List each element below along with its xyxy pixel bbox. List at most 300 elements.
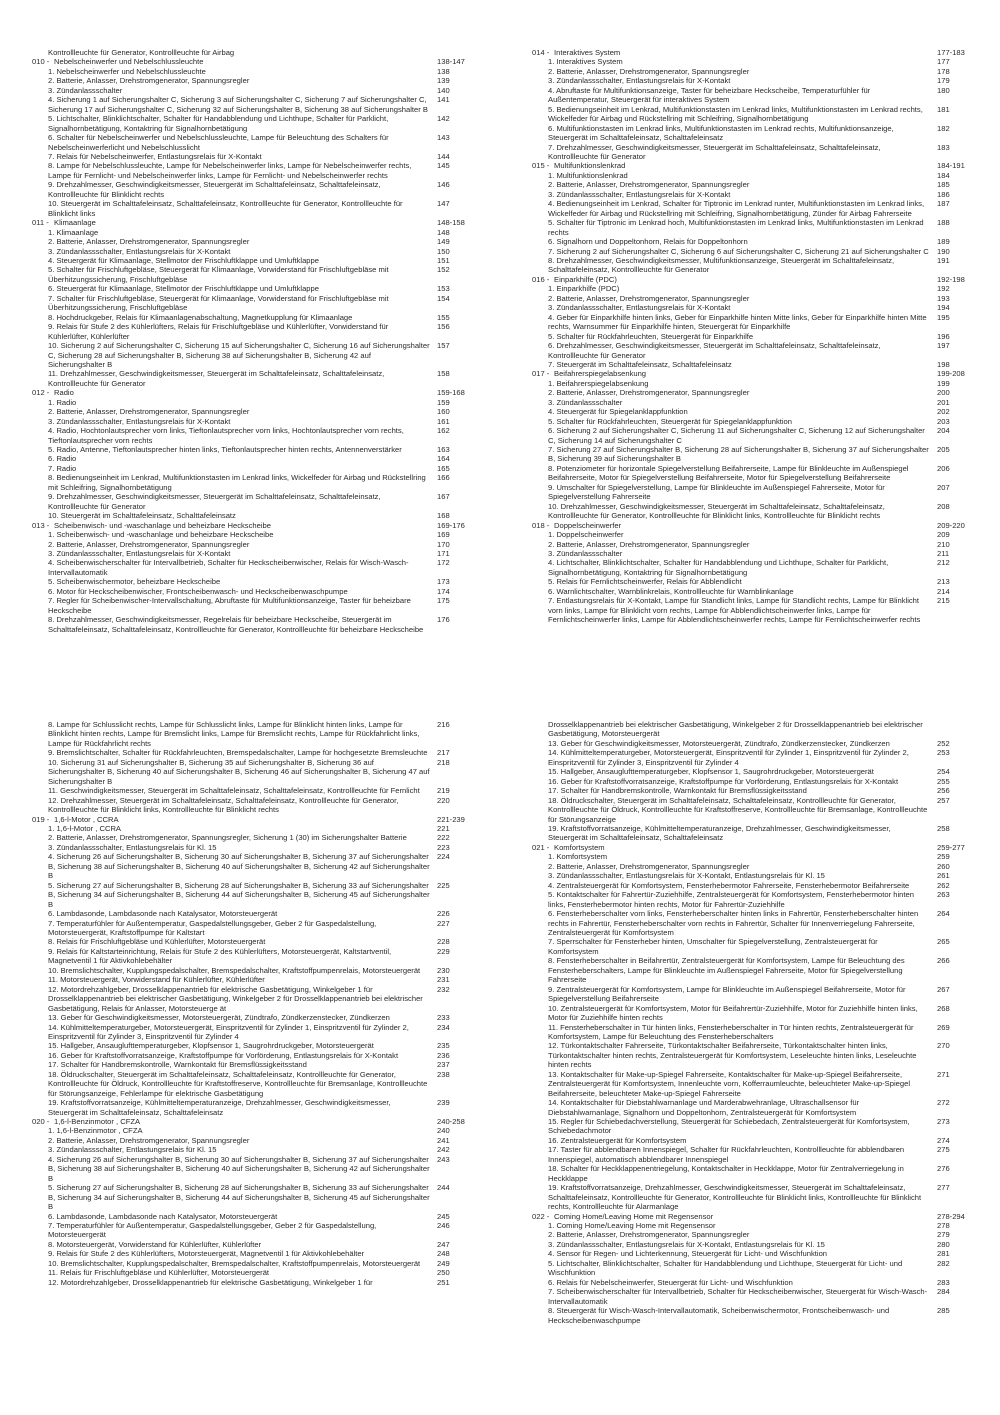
page-number: 235 (437, 1041, 450, 1051)
page-number: 229 (437, 946, 450, 956)
toc-entry (32, 909, 502, 918)
page-number: 203 (937, 416, 950, 426)
page-number: 265 (937, 937, 950, 947)
toc-entry-title: 7. Regler für Scheibenwischer-Intervallschaltung, Abruftaste für Multifunktionsanzeige, Taster für beheizbare Heckscheibe (48, 596, 411, 615)
toc-entry (532, 67, 1000, 76)
page-number: 209-220 (937, 520, 965, 530)
toc-entry-title: 7. Relais für Nebelscheinwerfer, Entlastungsrelais für X-Kontakt (48, 151, 262, 161)
toc-entry-title: 5. Sicherung 27 auf Sicherungshalter B, Sicherung 28 auf Sicherungshalter B, Sicherung 33 auf Sicherungshalter B, Sicherung 34 auf Sicherungshalter B, Sicherung 44 auf Sicherungshalter B, Sicherung 45 auf Sicherungshalter B (48, 880, 430, 909)
page-number: 164 (437, 454, 450, 464)
toc-entry (32, 464, 502, 473)
toc-entry-title: 5. Schalter für Rückfahrleuchten, Steuergerät für Spiegelanklappfunktion (548, 416, 792, 426)
toc-entry (32, 454, 502, 463)
page-number: 228 (437, 937, 450, 947)
toc-entry-title: 8. Potenziometer für horizontale Spiegelverstellung Beifahrerseite, Lampe für Blinkleuchte im Außenspiegel Beifahrerseite, Motor für Spiegelverstellung Beifahrerseite, Motor für Spiegelverstellung Beifahrerseite (548, 463, 909, 483)
page-number: 172 (437, 558, 450, 568)
page-number: 204 (937, 426, 950, 436)
toc-entry-title: 1. Einparkhilfe (PDC) (548, 284, 620, 294)
toc-entry-title: 15. Hallgeber, Ansauglufttemperaturgeber, Klopfsensor 1, Saugrohrdruckgeber, Motorsteuergerät (548, 767, 874, 777)
toc-entry (32, 322, 502, 341)
page-number: 160 (437, 407, 450, 417)
toc-entry (32, 530, 502, 539)
toc-entry-title: 4. Sicherung 1 auf Sicherungshalter C, Sicherung 3 auf Sicherungshalter C, Sicherung 7 auf Sicherungshalter C, Sicherung 17 auf Sicherungshalter C, Sicherung 32 auf Sicherungshalter B, Sicherung 38 auf Sicherungshalter B (48, 95, 428, 114)
toc-entry (32, 748, 502, 757)
toc-entry-title: 10. Bremslichtschalter, Kupplungspedalschalter, Bremspedalschalter, Kraftstoffpumpenrelais, Motorsteuergerät (48, 1258, 421, 1268)
toc-entry-title: 8. Motorsteuergerät, Vorwiderstand für Kühlerlüfter, Kühlerlüfter (48, 1239, 262, 1249)
page-number: 258 (937, 823, 950, 833)
toc-entry (32, 133, 502, 152)
toc-section-heading (532, 843, 1000, 852)
page-number: 245 (437, 1211, 450, 1221)
toc-entry-title: 6. Lambdasonde, Lambdasonde nach Katalysator, Motorsteuergerät (48, 909, 278, 919)
toc-entry (532, 76, 1000, 85)
toc-page-top (0, 0, 1000, 672)
toc-section-heading (532, 369, 1000, 378)
section-title: 1,6-l-Benzinmotor , CFZA (54, 1117, 141, 1127)
toc-entry-title: 6. Radio (48, 454, 77, 464)
page-number: 221 (437, 823, 450, 833)
toc-entry-title: 10. Sicherung 31 auf Sicherungshalter B, Sicherung 35 auf Sicherungshalter B, Sicherung 36 auf Sicherungshalter B, Sicherung 40 auf Sicherungshalter B, Sicherung 46 auf Sicherungshalter B, Sicherung 47 auf Sicherungshalter B (48, 757, 430, 786)
toc-entry (32, 881, 502, 909)
toc-entry-title: 3. Zündanlassschalter, Entlastungsrelais für X-Kontakt (48, 549, 231, 559)
toc-entry-title: 2. Batterie, Anlasser, Drehstromgenerator, Spannungsregler, Sicherung 1 (30) im Sicherungshalter Batterie (48, 833, 407, 843)
toc-entry (532, 1259, 1000, 1278)
toc-entry-title: 7. Temperaturfühler für Außentemperatur, Gaspedalstellungsgeber, Geber 2 für Gaspedalstellung, Motorsteuergerät (48, 1221, 377, 1240)
toc-entry-title (32, 57, 502, 66)
page-number: 148-158 (437, 218, 465, 228)
page-number: 190 (937, 246, 950, 256)
page-number: 257 (937, 795, 950, 805)
toc-entry-title: 4. Sicherung 26 auf Sicherungshalter B, Sicherung 30 auf Sicherungshalter B, Sicherung 37 auf Sicherungshalter B, Sicherung 38 auf Sicherungshalter B, Sicherung 40 auf Sicherungshalter B, Sicherung 42 auf Sicherungshalter B (48, 1154, 430, 1183)
toc-entry (532, 1070, 1000, 1098)
toc-entry-title: 3. Zündanlassschalter, Entlastungsrelais für X-Kontakt (48, 416, 231, 426)
toc-entry (32, 1278, 502, 1287)
page-number: 193 (937, 293, 950, 303)
toc-entry (32, 1126, 502, 1135)
page-number: 142 (437, 114, 450, 124)
toc-entry (532, 540, 1000, 549)
page-number: 220 (437, 795, 450, 805)
toc-entry-title (532, 48, 1000, 57)
page-number: 184 (937, 170, 950, 180)
section-title: Scheibenwisch- und -waschanlage und beheizbare Heckscheibe (54, 520, 271, 530)
section-number: 019 - (32, 814, 50, 824)
page-number: 184-191 (937, 161, 965, 171)
toc-entry-title: 2. Batterie, Anlasser, Drehstromgenerator, Spannungsregler (548, 861, 750, 871)
toc-entry-title: 5. Kontaktschalter für Fahrertür-Zuziehhilfe, Zentralsteuergerät für Komfortsystem, Fensterhebermotor hinten links, Fensterhebermotor hinten rechts, Motor für Fahrertür-Zuziehhilfe (548, 890, 914, 909)
page-number: 274 (937, 1135, 950, 1145)
toc-entry-title: 8. Drehzahlmesser, Geschwindigkeitsmesser, Regelrelais für beheizbare Heckscheibe, Steuergerät im Schalttafeleinsatz, Schalttafeleinsatz, Kontrollleuchte für Generator, Kontrollleuchte für beheizbare Heckscheibe (48, 615, 424, 634)
page-number: 244 (437, 1183, 450, 1193)
toc-entry (32, 852, 502, 880)
page-number: 219 (437, 786, 450, 796)
toc-entry (532, 483, 1000, 502)
toc-entry-title: 1. 1,6-l-Motor , CCRA (48, 823, 122, 833)
page-number: 143 (437, 133, 450, 143)
page-number: 231 (437, 975, 450, 985)
toc-section-heading (32, 521, 502, 530)
toc-entry (532, 577, 1000, 586)
toc-entry (32, 511, 502, 520)
toc-entry (32, 247, 502, 256)
toc-entry (32, 265, 502, 284)
toc-entry (32, 228, 502, 237)
page-number: 141 (437, 95, 450, 105)
page-number: 276 (937, 1164, 950, 1174)
toc-entry (532, 341, 1000, 360)
toc-entry-title: 4. Sicherung 26 auf Sicherungshalter B, Sicherung 30 auf Sicherungshalter B, Sicherung 37 auf Sicherungshalter B, Sicherung 38 auf Sicherungshalter B, Sicherung 40 auf Sicherungshalter B, Sicherung 42 auf Sicherungshalter B (48, 852, 430, 881)
toc-entry (532, 1117, 1000, 1136)
toc-entry (32, 1212, 502, 1221)
toc-entry-title: 1. Doppelscheinwerfer (548, 530, 624, 540)
page-number: 255 (937, 776, 950, 786)
toc-entry-title: 1. Coming Home/Leaving Home mit Regensensor (548, 1221, 716, 1231)
toc-entry-title: 7. Sperrschalter für Fensterheber hinten, Umschalter für Spiegelverstellung, Zentralsteuergerät für Komfortsystem (548, 937, 878, 956)
toc-entry-title: 6. Sicherung 2 auf Sicherungshalter C, Sicherung 11 auf Sicherungshalter C, Sicherung 12 auf Sicherungshalter C, Sicherung 14 auf Sicherungshalter C (548, 426, 925, 445)
toc-entry-title (32, 218, 502, 227)
toc-entry (32, 256, 502, 265)
toc-entry-title: 5. Sicherung 27 auf Sicherungshalter B, Sicherung 28 auf Sicherungshalter B, Sicherung 33 auf Sicherungshalter B, Sicherung 34 auf Sicherungshalter B, Sicherung 44 auf Sicherungshalter B, Sicherung 45 auf Sicherungshalter B (48, 1183, 430, 1212)
page-number: 256 (937, 786, 950, 796)
toc-entry (32, 1145, 502, 1154)
toc-entry-title (532, 1212, 1000, 1221)
toc-entry (532, 530, 1000, 539)
toc-entry-title: 6. Signalhorn und Doppeltonhorn, Relais für Doppeltonhorn (548, 237, 748, 247)
toc-entry (532, 57, 1000, 66)
page-number: 192 (937, 284, 950, 294)
page-number: 249 (437, 1258, 450, 1268)
toc-entry-title: 4. Radio, Hochtonlautsprecher vorn links, Tieftonlautsprecher vorn links, Hochtonlautsprecher vorn rechts, Tieftonlautsprecher vorn rechts (48, 426, 404, 445)
page-number: 283 (937, 1277, 950, 1287)
toc-entry (532, 407, 1000, 416)
toc-entry (532, 1041, 1000, 1069)
toc-entry-title: 15. Regler für Schiebedachverstellung, Steuergerät für Schiebedach, Zentralsteuergerät für Komfortsystem, Schiebedachmotor (548, 1117, 910, 1136)
toc-entry-title (32, 815, 502, 824)
toc-entry-title: 13. Geber für Geschwindigkeitsmesser, Motorsteuergerät, Zündtrafo, Zündkerzenstecker, Zündkerzen (548, 738, 890, 748)
page-number: 192-198 (937, 274, 965, 284)
toc-entry-title (532, 521, 1000, 530)
toc-entry-title: 8. Relais für Frischluftgebläse und Kühlerlüfter, Motorsteuergerät (48, 937, 266, 947)
toc-entry (32, 947, 502, 966)
page-number: 227 (437, 918, 450, 928)
page-number: 226 (437, 909, 450, 919)
page-number: 241 (437, 1135, 450, 1145)
page-number: 253 (937, 748, 950, 758)
page-number: 171 (437, 549, 450, 559)
toc-entry (532, 1278, 1000, 1287)
toc-entry-title: 3. Zündanlassschalter, Entlastungsrelais für Kl. 15 (48, 842, 217, 852)
page-number: 166 (437, 473, 450, 483)
section-number: 011 - (32, 218, 49, 228)
section-title: Klimaanlage (54, 218, 96, 228)
page-number: 149 (437, 237, 450, 247)
toc-entry (32, 1051, 502, 1060)
page-number: 146 (437, 180, 450, 190)
toc-entry-title (32, 388, 502, 397)
toc-entry-title: 7. Radio (48, 463, 77, 473)
page-number: 277 (937, 1183, 950, 1193)
toc-entry-title: 3. Zündanlassschalter, Entlastungsrelais für X-Kontakt (548, 76, 731, 86)
toc-entry-title: 16. Zentralsteuergerät für Komfortsystem (548, 1135, 687, 1145)
toc-entry (532, 294, 1000, 303)
toc-entry-title: 7. Scheibenwischerschalter für Intervallbetrieb, Schalter für Heckscheibenwischer, Steuergerät für Wisch-Wasch-Intervallautomatik (548, 1287, 928, 1306)
page-number: 167 (437, 492, 450, 502)
toc-entry (32, 67, 502, 76)
toc-entry (532, 796, 1000, 824)
toc-entry (32, 1060, 502, 1069)
toc-entry-title: 8. Bedienungseinheit im Lenkrad, Multifunktionstasten im Lenkrad links, Wickelfeder für Airbag und Rückstellring mit Schleifring, Signalhornbetätigung (48, 473, 426, 492)
toc-entry (532, 1306, 1000, 1325)
toc-entry (532, 190, 1000, 199)
toc-entry-title: 17. Taster für abblendbaren Innenspiegel, Schalter für Rückfahrleuchten, Kontrollleuchte für abblendbaren Innenspiegel, automatisch abblendbarer Innenspiegel (548, 1145, 905, 1164)
page-number: 156 (437, 322, 450, 332)
toc-section-heading (532, 1212, 1000, 1221)
toc-entry-title: 8. Steuergerät für Wisch-Wasch-Intervallautomatik, Scheibenwischermotor, Frontscheibenwasch- und Heckscheibenwaschpumpe (548, 1306, 890, 1325)
toc-entry (32, 1221, 502, 1240)
toc-entry-title: 2. Batterie, Anlasser, Drehstromgenerator, Spannungsregler (48, 1135, 250, 1145)
toc-entry-title: 12. Türkontaktschalter Fahrerseite, Türkontaktschalter Beifahrerseite, Türkontaktschalter hinten links, Türkontaktschalter hinten rechts, Zentralsteuergerät für Komfortsystem, Leseleuchte hinten links, Leseleuchte hinten rechts (548, 1041, 917, 1070)
toc-entry (532, 1287, 1000, 1306)
toc-entry-title: 5. Radio, Antenne, Tieftonlautsprecher hinten links, Tieftonlautsprecher hinten rechts, Antennenverstärker (48, 445, 402, 455)
toc-entry-title: 2. Batterie, Anlasser, Drehstromgenerator, Spannungsregler (48, 539, 250, 549)
toc-entry-title: 2. Batterie, Anlasser, Drehstromgenerator, Spannungsregler (48, 407, 250, 417)
page-number: 158 (437, 369, 450, 379)
toc-section-heading (532, 275, 1000, 284)
toc-entry (532, 1230, 1000, 1239)
toc-entry-title: 9. Relais für Kaltstarteinrichtung, Relais für Stufe 2 des Kühlerlüfters, Motorsteuergerät, Kaltstartventil, Magnetventil 1 für Aktivkohlebehälter (48, 946, 392, 966)
toc-entry (32, 294, 502, 313)
toc-entry-title: 6. Fensterheberschalter vorn links, Fensterheberschalter hinten links in Fahrertür, Fensterheberschalter hinten rechts in Fahrertür, Fensterheberschalter vorn rechts in Fahrertür, Schalter für Innenverriegelung Fahrerseite, Zentralsteuergerät für Komfortsystem (548, 909, 919, 937)
toc-entry-title: 2. Batterie, Anlasser, Drehstromgenerator, Spannungsregler (548, 293, 750, 303)
toc-entry-title: 7. Sicherung 2 auf Sicherungshalter C, Sicherung 6 auf Sicherungshalter C, Sicherung 21 auf Sicherungshalter C (548, 246, 929, 256)
toc-entry-title: 9. Relais für Stufe 2 des Kühlerlüfters, Relais für Frischluftgebläse und Kühlerlüfter, Vorwiderstand für Kühlerlüfter, Kühlerlüfter (48, 322, 389, 341)
page-number: 196 (937, 331, 950, 341)
toc-entry (32, 843, 502, 852)
page-number: 148 (437, 227, 450, 237)
toc-entry-title: 5. Schalter für Tiptronic im Lenkrad hoch, Multifunktionstasten im Lenkrad links, Multifunktionstasten im Lenkrad rechts (548, 218, 924, 237)
toc-entry-title: 18. Öldruckschalter, Steuergerät im Schalttafeleinsatz, Schalttafeleinsatz, Kontrollleuchte für Generator, Kontrollleuchte für Öldruck, Kontrollleuchte für Kraftstoffreserve, Kontrollleuchte für Bremsanlage, Kontrollleuchte für Störungsanzeige (548, 795, 928, 824)
page-number: 176 (437, 615, 450, 625)
page-number: 199 (937, 378, 950, 388)
toc-entry (532, 1023, 1000, 1042)
toc-entry-title: 9. Relais für Stufe 2 des Kühlerlüfters, Motorsteuergerät, Magnetventil 1 für Aktivkohlebehälter (48, 1249, 365, 1259)
toc-entry-title: 15. Hallgeber, Ansauglufttemperaturgeber, Klopfsensor 1, Saugrohrdruckgeber, Motorsteuergerät (48, 1041, 374, 1051)
section-title: Nebelscheinwerfer und Nebelschlussleuchte (54, 57, 204, 67)
toc-entry (532, 1240, 1000, 1249)
toc-entry (532, 86, 1000, 105)
toc-entry-title: 16. Geber für Kraftstoffvorratsanzeige, Kraftstoffpumpe für Vorförderung, Entlastungsrelais für X-Kontakt (48, 1050, 399, 1060)
section-title: Coming Home/Leaving Home mit Regensensor (554, 1211, 714, 1221)
toc-entry (32, 161, 502, 180)
page-number: 266 (937, 956, 950, 966)
toc-entry (532, 881, 1000, 890)
section-title: Komfortsystem (554, 842, 605, 852)
page-number: 217 (437, 748, 450, 758)
toc-entry-title: 3. Zündanlassschalter, Entlastungsrelais für X-Kontakt (48, 246, 231, 256)
toc-entry-title: 13. Kontaktschalter für Make-up-Spiegel Fahrerseite, Kontaktschalter für Make-up-Spiegel Beifahrerseite, Zentralsteuergerät für Komfortsystem, Innenleuchte vorn, Kofferraumleuchte, beleuchteter Make-up-Spiegel Beifahrerseite, beleuchteter Make-up-Spiegel Fahrerseite (548, 1069, 911, 1098)
page-number: 159 (437, 397, 450, 407)
page-number: 247 (437, 1239, 450, 1249)
toc-entry-title: 12. Motordrehzahlgeber, Drosselklappenantrieb für elektrische Gasbetätigung, Winkelgeber 1 für Drosselklappenantrieb bei elektrischer Gasbetätigung, Winkelgeber 2 für Drosselklappenantrieb bei elektrischer Gasbetätigung, Relais für Anlasser, Motorsteuerge ät (48, 984, 423, 1013)
toc-entry (32, 199, 502, 218)
page-number: 271 (937, 1069, 950, 1079)
toc-entry (532, 1183, 1000, 1211)
toc-entry (532, 105, 1000, 124)
page-number: 189 (937, 237, 950, 247)
page-number: 139 (437, 76, 450, 86)
toc-entry (532, 1004, 1000, 1023)
toc-entry-title: 6. Multifunktionstasten im Lenkrad links, Multifunktionstasten im Lenkrad rechts, Multifunktionsanzeige, Steuergerät im Schalttafeleinsatz, Schalttafeleinsatz (548, 123, 894, 143)
page-number: 250 (437, 1268, 450, 1278)
page-number: 182 (937, 123, 950, 133)
toc-entry-title: 5. Relais für Fernlichtscheinwerfer, Relais für Abblendlicht (548, 577, 742, 587)
toc-entry-title: 12. Motordrehzahlgeber, Drosselklappenantrieb für elektrische Gasbetätigung, Winkelgeber 1 für (48, 1277, 373, 1287)
page-number: 212 (937, 558, 950, 568)
toc-entry (532, 180, 1000, 189)
page-number: 199-208 (937, 369, 965, 379)
toc-entry (532, 502, 1000, 521)
toc-entry-title: Drosselklappenantrieb bei elektrischer Gasbetätigung, Winkelgeber 2 für Drosselklappenantrieb bei elektrischer Gasbetätigung, Motorsteuergerät (548, 720, 923, 739)
page-number: 278-294 (937, 1211, 965, 1221)
toc-entry-title: 8. Fensterheberschalter in Beifahrertür, Zentralsteuergerät für Komfortsystem, Lampe für Beleuchtung des Fensterheberschalters, Lampe für Blinkleuchte im Außenspiegel Fahrerseite, Motor für Spiegelverstellung Fahrerseite (548, 956, 905, 985)
section-number: 018 - (532, 520, 550, 530)
page-number: 254 (937, 767, 950, 777)
toc-entry-title: 8. Lampe für Schlusslicht rechts, Lampe für Schlusslicht links, Lampe für Blinklicht hinten links, Lampe für Blinklicht hinten rechts, Lampe für Bremslicht links, Lampe für Bremslicht rechts, Lampe für Rückfahrlicht links, Lampe für Rückfahrlicht rechts (48, 720, 420, 748)
section-title: Doppelscheinwerfer (554, 520, 622, 530)
page-number: 216 (437, 720, 450, 729)
section-title: Interaktives System (554, 48, 621, 57)
page-number: 157 (437, 341, 450, 351)
toc-entry-title: 1. Klimaanlage (48, 227, 99, 237)
toc-entry-title: 3. Zündanlassschalter, Entlastungsrelais für X-Kontakt (548, 303, 731, 313)
toc-entry (532, 388, 1000, 397)
section-title: Multifunktionslenkrad (554, 161, 626, 171)
page-number: 154 (437, 293, 450, 303)
section-number: 016 - (532, 274, 550, 284)
toc-entry-title: 17. Schalter für Handbremskontrolle, Warnkontakt für Bremsflüssigkeitsstand (48, 1060, 307, 1070)
toc-entry (532, 587, 1000, 596)
toc-entry-title: 1. Scheibenwisch- und -waschanlage und beheizbare Heckscheibe (48, 530, 274, 540)
toc-entry-title: 3. Zündanlassschalter, Entlastungsrelais für X-Kontakt (548, 189, 731, 199)
toc-entry (532, 558, 1000, 577)
toc-entry-title: 5. Bedienungseinheit im Lenkrad, Multifunktionstasten im Lenkrad links, Multifunktionstasten im Lenkrad rechts, Wickelfeder für Airbag und Rückstellring mit Schleifring, Signalhornbetätigung (548, 104, 923, 124)
toc-entry-title: 4. Scheibenwischerschalter für Intervallbetrieb, Schalter für Heckscheibenwischer, Relais für Wisch-Wasch-Intervallautomatik (48, 558, 409, 577)
section-number: 020 - (32, 1117, 50, 1127)
page-number: 243 (437, 1154, 450, 1164)
page-number: 195 (937, 312, 950, 322)
toc-entry (32, 587, 502, 596)
page-number: 281 (937, 1249, 950, 1259)
toc-entry (532, 1136, 1000, 1145)
page-number: 260 (937, 861, 950, 871)
toc-entry-title: 7. Sicherung 27 auf Sicherungshalter B, Sicherung 28 auf Sicherungshalter B, Sicherung 37 auf Sicherungshalter B, Sicherung 39 auf Sicherungshalter B (548, 445, 929, 464)
toc-entry-title: 11. Motorsteuergerät, Vorwiderstand für Kühlerlüfter, Kühlerlüfter (48, 975, 265, 985)
toc-entry (32, 1268, 502, 1277)
toc-entry (32, 919, 502, 938)
page-number: 197 (937, 341, 950, 351)
page-number: 237 (437, 1060, 450, 1070)
page-number: 175 (437, 596, 450, 606)
toc-entry (532, 303, 1000, 312)
toc-entry (32, 966, 502, 975)
toc-entry (32, 824, 502, 833)
toc-entry-title: 10. Bremslichtschalter, Kupplungspedalschalter, Bremspedalschalter, Kraftstoffpumpenrelais, Motorsteuergerät (48, 965, 421, 975)
toc-entry (32, 445, 502, 454)
page-number: 218 (437, 757, 450, 767)
toc-entry (532, 1164, 1000, 1183)
toc-section-heading (532, 521, 1000, 530)
toc-entry-title: 8. Hochdruckgeber, Relais für Klimaanlagenabschaltung, Magnetkupplung für Klimaanlage (48, 312, 353, 322)
section-number: 021 - (532, 842, 550, 852)
toc-entry (32, 558, 502, 577)
page-number: 188 (937, 218, 950, 228)
toc-entry (532, 398, 1000, 407)
page-number: 267 (937, 984, 950, 994)
toc-entry-title: 5. Schalter für Rückfahrleuchten, Steuergerät für Einparkhilfe (548, 331, 754, 341)
toc-section-heading (32, 388, 502, 397)
page-number: 224 (437, 852, 450, 862)
toc-entry (32, 1070, 502, 1098)
toc-entry (32, 833, 502, 842)
toc-entry-title: 4. Geber für Einparkhilfe hinten links, Geber für Einparkhilfe hinten Mitte links, Geber für Einparkhilfe hinten Mitte rechts, Warnsummer für Einparkhilfe hinten, Steuergerät für Einparkhilfe (548, 312, 927, 332)
page-number: 275 (937, 1145, 950, 1155)
toc-entry (32, 114, 502, 133)
page-number: 215 (937, 596, 950, 606)
toc-entry-title: 7. Entlastungsrelais für X-Kontakt, Lampe für Standlicht links, Lampe für Standlicht rechts, Lampe für Blinklicht vorn links, Lampe für Blinklicht vorn rechts, Lampe für Abblendlichtscheinwerfer links, Lampe für Fernlichtscheinwerfer links, Lampe für Abblendlichtscheinwerfer rechts, Lampe für Fernlichtscheinwerfer rechts (548, 596, 921, 625)
page-number: 194 (937, 303, 950, 313)
page-number: 178 (937, 66, 950, 76)
toc-entry (532, 1145, 1000, 1164)
page-number: 191 (937, 255, 950, 265)
toc-entry-title: 3. Zündanlassschalter (548, 549, 623, 559)
page-number: 242 (437, 1145, 450, 1155)
page-number: 185 (937, 180, 950, 190)
toc-entry-title: 10. Zentralsteuergerät für Komfortsystem, Motor für Beifahrertür-Zuziehhilfe, Motor für Zuziehhilfe hinten links, Motor für Zuziehhilfe hinten rechts (548, 1003, 918, 1023)
toc-entry-title: 14. Kühlmitteltemperaturgeber, Motorsteuergerät, Einspritzventil für Zylinder 1, Einspritzventil für Zylinder 2, Einspritzventil für Zylinder 3, Einspritzventil für Zylinder 4 (548, 748, 909, 767)
page-number: 248 (437, 1249, 450, 1259)
page-number: 211 (937, 549, 950, 559)
toc-entry-title: 6. Warnlichtschalter, Warnblinkrelais, Kontrollleuchte für Warnblinkanlage (548, 586, 794, 596)
toc-entry (32, 398, 502, 407)
toc-entry (32, 786, 502, 795)
toc-entry (532, 379, 1000, 388)
page-number: 151 (437, 255, 450, 265)
toc-entry (532, 332, 1000, 341)
page-number: 174 (437, 586, 450, 596)
toc-entry-title: 9. Zentralsteuergerät für Komfortsystem, Lampe für Blinkleuchte im Außenspiegel Beifahrerseite, Motor für Spiegelverstellung Beifahrerseite (548, 984, 906, 1004)
page-number: 147 (437, 199, 450, 209)
toc-entry (32, 596, 502, 615)
page-number: 251 (437, 1277, 450, 1287)
toc-entry-title (532, 275, 1000, 284)
toc-entry (532, 862, 1000, 871)
toc-entry (532, 852, 1000, 861)
page-number: 181 (937, 104, 950, 114)
page-number: 284 (937, 1287, 950, 1297)
page-number: 145 (437, 161, 450, 171)
toc-entry-title: 1. 1,6-l-Benzinmotor , CFZA (48, 1126, 143, 1136)
toc-entry-title: 13. Geber für Geschwindigkeitsmesser, Motorsteuergerät, Zündtrafo, Zündkerzenstecker, Zündkerzen (48, 1013, 390, 1023)
toc-entry (532, 909, 1000, 937)
toc-entry (532, 417, 1000, 426)
toc-entry-title: 10. Steuergerät im Schalttafeleinsatz, Schalttafeleinsatz, Kontrollleuchte für Generator, Kontrollleuchte für Blinklicht links (48, 199, 403, 218)
toc-entry (32, 473, 502, 492)
toc-entry (32, 1259, 502, 1268)
page-number: 183 (937, 142, 950, 152)
toc-entry (32, 492, 502, 511)
toc-entry (32, 1013, 502, 1022)
page-number: 252 (937, 738, 950, 748)
